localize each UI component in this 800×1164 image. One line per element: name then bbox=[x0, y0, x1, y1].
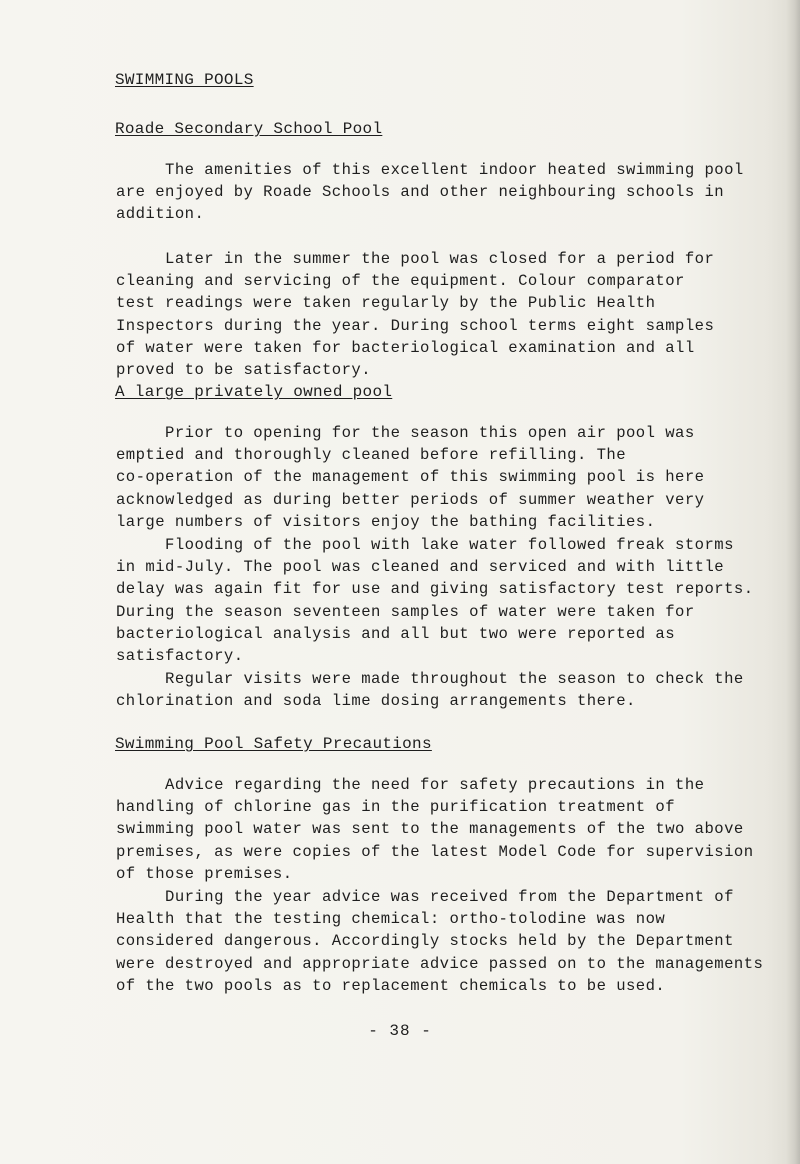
text-line: Prior to opening for the season this open air pool was bbox=[116, 424, 695, 442]
text-line: of the two pools as to replacement chemicals to be used. bbox=[116, 976, 666, 995]
text-line: proved to be satisfactory. bbox=[116, 361, 372, 380]
text-line: cleaning and servicing of the equipment. Colour comparator bbox=[116, 272, 685, 291]
text-line: were destroyed and appropriate advice passed on to the managements bbox=[116, 954, 764, 973]
text-line: Later in the summer the pool was closed for a period for bbox=[116, 250, 715, 268]
paragraph-safety-testing-chemical bbox=[116, 886, 796, 997]
text-line: are enjoyed by Roade Schools and other neighbouring schools in bbox=[116, 183, 725, 202]
text-line: The amenities of this excellent indoor heated swimming pool bbox=[116, 161, 744, 179]
paragraph-private-flooding bbox=[116, 534, 796, 667]
text-line: co-operation of the management of this swimming pool is here bbox=[116, 468, 705, 487]
text-line: Health that the testing chemical: ortho-tolodine was now bbox=[116, 910, 666, 929]
page-number: - 38 - bbox=[368, 1022, 432, 1040]
text-line: Flooding of the pool with lake water followed freak storms bbox=[116, 536, 734, 554]
text-line: acknowledged as during better periods of summer weather very bbox=[116, 490, 705, 509]
text-line: swimming pool water was sent to the managements of the two above bbox=[116, 820, 744, 839]
text-line: considered dangerous. Accordingly stocks held by the Department bbox=[116, 932, 734, 951]
text-line: During the year advice was received from the Department of bbox=[116, 888, 734, 906]
text-line: test readings were taken regularly by the Public Health bbox=[116, 294, 656, 313]
document-title: SWIMMING POOLS bbox=[115, 71, 254, 89]
text-line: emptied and thoroughly cleaned before refilling. The bbox=[116, 446, 627, 465]
text-line: handling of chlorine gas in the purification treatment of bbox=[116, 798, 676, 817]
paragraph-roade-amenities bbox=[116, 159, 796, 226]
text-line: Regular visits were made throughout the season to check the bbox=[116, 670, 744, 688]
text-line: premises, as were copies of the latest Model Code for supervision bbox=[116, 842, 754, 861]
text-line: in mid-July. The pool was cleaned and serviced and with little bbox=[116, 558, 725, 577]
text-line: delay was again fit for use and giving satisfactory test reports. bbox=[116, 580, 754, 599]
text-line: Advice regarding the need for safety precautions in the bbox=[116, 776, 705, 794]
paragraph-roade-servicing bbox=[116, 248, 796, 381]
text-line: large numbers of visitors enjoy the bathing facilities. bbox=[116, 512, 656, 531]
paragraph-private-regular-visits bbox=[116, 668, 796, 712]
section-heading-roade-pool: Roade Secondary School Pool bbox=[115, 120, 383, 138]
text-line: satisfactory. bbox=[116, 647, 244, 666]
section-heading-private-pool: A large privately owned pool bbox=[115, 383, 393, 401]
text-line: addition. bbox=[116, 205, 205, 224]
text-line: Inspectors during the year. During school terms eight samples bbox=[116, 316, 715, 335]
text-line: During the season seventeen samples of water were taken for bbox=[116, 602, 695, 621]
paragraph-safety-advice bbox=[116, 774, 796, 885]
text-line: chlorination and soda lime dosing arrangements there. bbox=[116, 692, 636, 711]
text-line: of water were taken for bacteriological examination and all bbox=[116, 338, 695, 357]
paragraph-private-prior-opening bbox=[116, 422, 796, 533]
text-line: of those premises. bbox=[116, 864, 293, 883]
section-heading-safety-precautions: Swimming Pool Safety Precautions bbox=[115, 735, 432, 753]
text-line: bacteriological analysis and all but two were reported as bbox=[116, 624, 676, 643]
